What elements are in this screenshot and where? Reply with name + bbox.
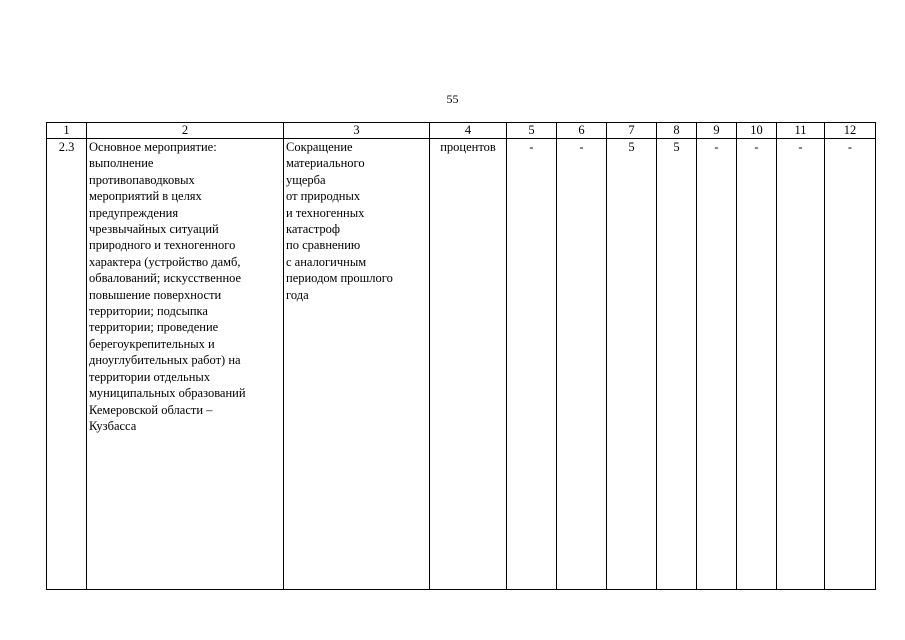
value-cell-10: - xyxy=(737,139,777,590)
measure-description xyxy=(87,139,284,590)
value-cell-5: - xyxy=(507,139,557,590)
description-line: выполнение xyxy=(89,156,154,171)
description-line: Основное мероприятие: xyxy=(89,140,217,154)
description-line: территории отдельных xyxy=(89,369,211,384)
column-header-9: 9 xyxy=(697,123,737,139)
header-row xyxy=(47,123,876,139)
column-header-4: 4 xyxy=(430,123,507,139)
indicator-line: и техногенных xyxy=(286,205,365,220)
description-line: Кемеровской области – xyxy=(89,402,213,417)
indicator-line: года xyxy=(286,287,309,302)
description-line: предупреждения xyxy=(89,205,179,220)
column-header-12: 12 xyxy=(825,123,876,139)
description-line: противопаводковых xyxy=(89,172,195,187)
value-cell-7: 5 xyxy=(607,139,657,590)
row-number: 2.3 xyxy=(47,139,87,590)
value-cell-9: - xyxy=(697,139,737,590)
description-line: муниципальных образований xyxy=(89,386,246,401)
column-header-6: 6 xyxy=(557,123,607,139)
indicator-line: с аналогичным xyxy=(286,254,367,269)
description-line: природного и техногенного xyxy=(89,238,236,253)
page-number: 55 xyxy=(446,92,459,106)
description-line: территории; проведение xyxy=(89,320,219,335)
indicator-line: материального xyxy=(286,156,365,171)
value-cell-8: 5 xyxy=(657,139,697,590)
value-cell-6: - xyxy=(557,139,607,590)
column-header-3: 3 xyxy=(284,123,430,139)
indicator-line: периодом прошлого xyxy=(286,271,393,286)
column-header-5: 5 xyxy=(507,123,557,139)
description-line: повышение поверхности xyxy=(89,287,222,302)
indicators-table xyxy=(46,122,876,590)
column-header-7: 7 xyxy=(607,123,657,139)
indicator-description xyxy=(284,139,430,590)
indicator-line: ущерба xyxy=(286,172,326,187)
column-header-10: 10 xyxy=(737,123,777,139)
description-line: берегоукрепительных и xyxy=(89,336,215,351)
indicator-line: по сравнению xyxy=(286,238,361,253)
description-line: обвалований; искусственное xyxy=(89,271,242,286)
indicator-line: от природных xyxy=(286,189,361,204)
description-line: Кузбасса xyxy=(89,418,137,433)
indicator-line: Сокращение xyxy=(286,140,353,154)
value-cell-12: - xyxy=(825,139,876,590)
description-line: чрезвычайных ситуаций xyxy=(89,222,219,237)
value-cell-11: - xyxy=(777,139,825,590)
description-line: территории; подсыпка xyxy=(89,304,208,319)
column-header-11: 11 xyxy=(777,123,825,139)
column-header-8: 8 xyxy=(657,123,697,139)
column-header-2: 2 xyxy=(87,123,284,139)
table-row xyxy=(47,139,876,590)
description-line: мероприятий в целях xyxy=(89,189,202,204)
description-line: дноуглубительных работ) на xyxy=(89,353,241,368)
unit-cell: процентов xyxy=(430,139,507,590)
column-header-1: 1 xyxy=(47,123,87,139)
description-line: характера (устройство дамб, xyxy=(89,254,241,269)
indicator-line: катастроф xyxy=(286,222,341,237)
